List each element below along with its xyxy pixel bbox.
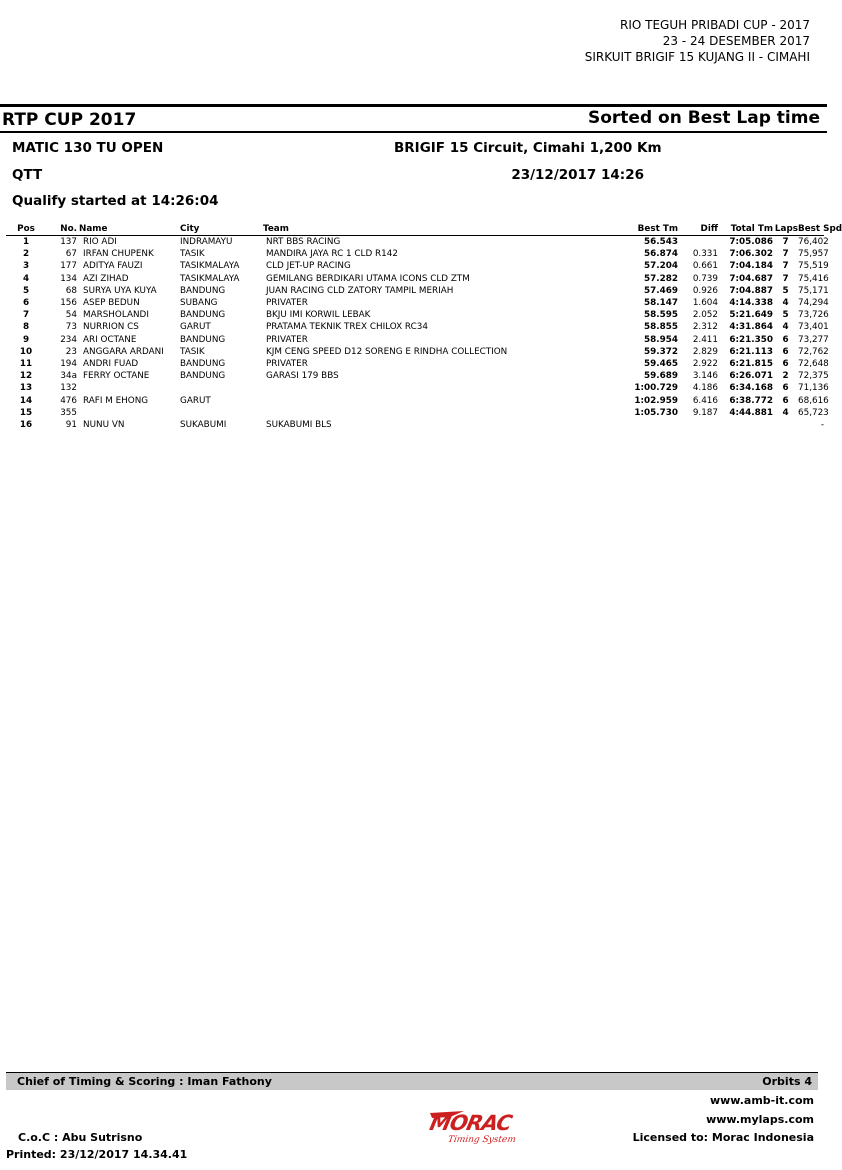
diff-cell: 6.416 [692,395,718,406]
diff-cell: 2.922 [692,359,718,370]
no-cell: 73 [65,322,77,333]
name-cell: FERRY OCTANE [83,371,150,382]
no-cell: 177 [60,261,77,272]
team-cell: GEMILANG BERDIKARI UTAMA ICONS CLD ZTM [266,273,470,284]
event-header [585,17,810,65]
mylaps-link[interactable]: www.mylaps.com [706,1113,814,1126]
col-laps: Laps [774,224,798,234]
table-row [6,370,824,382]
pos-cell: 2 [22,249,30,260]
col-name: Name [79,224,108,234]
diff-cell: 0.661 [692,261,718,272]
diff-cell: 2.411 [692,334,718,345]
table-row [6,346,824,358]
best-time-cell: 59.372 [644,346,678,357]
results-body [6,236,829,432]
name-cell: ARI OCTANE [83,334,137,345]
city-cell [180,382,263,394]
no-cell: 156 [60,298,77,309]
diff-cell: 9.187 [692,407,718,418]
no-cell: 34a [60,371,77,382]
best-speed-cell: 76,402 [798,237,829,247]
pos-cell: 16 [19,420,33,431]
name-cell [77,382,180,394]
col-diff: Diff [700,224,718,234]
laps-cell: 5 [782,310,789,321]
city-cell: GARUT [180,322,211,333]
best-speed-cell: 72,648 [798,359,829,370]
team-cell: PRIVATER [266,298,308,309]
best-time-cell: 56.543 [644,237,678,247]
name-cell: NURRION CS [83,322,139,333]
footer-bar [6,1072,818,1090]
no-cell: 476 [60,395,77,406]
diff-cell: 0.926 [692,285,718,296]
pos-cell: 14 [19,395,33,406]
pos-cell: 9 [22,334,30,345]
table-row [6,248,824,260]
laps-cell: 7 [782,273,789,284]
no-cell: 194 [60,359,77,370]
best-speed-cell: 73,277 [798,334,829,345]
city-cell: SUKABUMI [180,420,227,431]
col-best-time: Best Tm [637,224,678,234]
laps-cell: 4 [782,322,789,333]
licensed-to: Licensed to: Morac Indonesia [632,1131,814,1144]
name-cell: MARSHOLANDI [83,310,149,321]
pos-cell: 5 [22,285,30,296]
team-cell: PRIVATER [266,334,308,345]
morac-logo [424,1105,548,1147]
best-time-cell: 58.855 [644,322,678,333]
total-time-cell: 6:38.772 [729,395,773,406]
no-cell: 132 [60,383,77,394]
qualify-start: Qualify started at 14:26:04 [12,193,219,209]
sort-label: Sorted on Best Lap time [588,108,820,128]
table-row [6,297,824,309]
diff-cell [678,236,718,249]
pos-cell: 11 [19,359,33,370]
team-cell: JUAN RACING CLD ZATORY TAMPIL MERIAH [266,285,454,296]
total-time-cell: 7:06.302 [729,249,773,260]
clerk-of-course: C.o.C : Abu Sutrisno [18,1131,143,1144]
best-time-cell: 58.595 [644,310,678,321]
city-cell: BANDUNG [180,334,226,345]
best-speed-cell: 73,726 [798,310,829,321]
title-rule [0,131,827,133]
col-city: City [180,224,200,234]
event-venue: SIRKUIT BRIGIF 15 KUJANG II - CIMAHI [584,50,810,64]
orbits-version: Orbits 4 [762,1075,812,1088]
best-speed-cell: 74,294 [798,298,829,309]
name-cell: NUNU VN [83,420,125,431]
no-cell: 355 [60,407,77,418]
amb-link[interactable]: www.amb-it.com [709,1094,814,1107]
pos-cell: 1 [22,237,30,247]
no-cell: 134 [60,273,77,284]
name-cell: IRFAN CHUPENK [83,249,154,260]
no-cell: 23 [65,346,77,357]
total-time-cell: 5:21.649 [729,310,773,321]
table-row [6,273,824,285]
total-time-cell: 7:04.887 [729,285,773,296]
team-cell [263,395,593,407]
table-row [6,334,824,346]
city-cell: BANDUNG [180,359,226,370]
team-cell: MANDIRA JAYA RC 1 CLD R142 [266,249,398,260]
diff-cell: 2.052 [692,310,718,321]
best-speed-cell: 71,136 [798,383,829,394]
best-speed-cell: 68,616 [798,395,829,406]
pos-cell: 3 [22,261,30,272]
best-speed-cell: 73,401 [798,322,829,333]
cup-title: RTP CUP 2017 [2,110,137,130]
city-cell: SUBANG [180,298,218,309]
pos-cell: 10 [19,346,33,357]
name-cell: RAFI M EHONG [83,395,149,406]
city-cell: INDRAMAYU [180,237,233,247]
laps-cell: 7 [782,249,789,260]
team-cell: SUKABUMI BLS [266,420,332,431]
team-cell: PRIVATER [266,359,308,370]
best-time-cell: 1:00.729 [634,383,678,394]
table-row [6,236,824,249]
total-time-cell: 6:21.815 [729,359,773,370]
table-row [6,285,824,297]
diff-cell [678,419,718,431]
city-cell: TASIK [180,346,205,357]
no-cell: 54 [65,310,77,321]
pos-cell: 12 [19,371,33,382]
chief-of-timing: Chief of Timing & Scoring : Iman Fathony [17,1075,272,1088]
session-name: QTT [12,167,43,183]
no-cell: 234 [60,334,77,345]
table-row [6,321,824,333]
best-time-cell: 1:05.730 [634,407,678,418]
table-row [6,382,824,394]
name-cell: ASEP BEDUN [83,298,140,309]
team-cell: NRT BBS RACING [266,237,341,247]
city-cell: TASIKMALAYA [180,261,240,272]
pos-cell: 7 [22,310,30,321]
name-cell: RIO ADI [83,237,117,247]
best-time-cell: 59.465 [644,359,678,370]
pos-cell: 15 [19,407,33,418]
table-row [6,358,824,370]
best-speed-cell: 75,416 [798,273,829,284]
best-time-cell: 57.204 [644,261,678,272]
pos-cell: 4 [22,273,30,284]
team-cell: KJM CENG SPEED D12 SORENG E RINDHA COLLECTION [266,346,508,357]
laps-cell: 5 [782,285,789,296]
table-row [6,395,824,407]
diff-cell: 0.331 [692,249,718,260]
laps-cell: 6 [782,359,789,370]
table-row [6,407,824,419]
laps-cell: 4 [782,407,789,418]
diff-cell: 0.739 [692,273,718,284]
diff-cell: 4.186 [692,383,718,394]
diff-cell: 3.146 [692,371,718,382]
name-cell [77,407,180,419]
printed-timestamp: Printed: 23/12/2017 14.34.41 [6,1148,188,1161]
top-rule [0,104,827,107]
total-time-cell: 4:14.338 [729,298,773,309]
col-best-speed: Best Spd [798,224,842,234]
col-team: Team [263,224,289,234]
best-time-cell: 59.689 [644,371,678,382]
table-row [6,419,824,431]
table-row [6,309,824,321]
no-cell: 91 [65,420,77,431]
name-cell: ANGGARA ARDANI [83,346,164,357]
best-speed-cell: 75,519 [798,261,829,272]
total-time-cell: 6:34.168 [729,383,773,394]
total-time-cell [718,419,773,431]
laps-cell: 6 [782,395,789,406]
total-time-cell: 4:44.881 [729,407,773,418]
laps-cell: 6 [782,334,789,345]
pos-cell: 13 [19,383,33,394]
best-time-cell: 58.147 [644,298,678,309]
best-speed-cell: 75,171 [798,285,829,296]
city-cell: GARUT [180,395,211,406]
team-cell [263,407,593,419]
total-time-cell: 7:04.687 [729,273,773,284]
col-total-time: Total Tm [730,224,773,234]
laps-cell: 6 [782,383,789,394]
header-row [6,223,824,236]
laps-cell: 4 [782,298,789,309]
team-cell: BKJU IMI KORWIL LEBAK [266,310,371,321]
no-cell: 67 [65,249,77,260]
team-cell: PRATAMA TEKNIK TREX CHILOX RC34 [266,322,428,333]
best-time-cell [593,419,678,431]
city-cell: TASIKMALAYA [180,273,240,284]
best-speed-cell: - [820,420,824,431]
laps-cell: 6 [782,346,789,357]
table-row [6,260,824,272]
team-cell: GARASI 179 BBS [266,371,339,382]
svg-text:Timing System: Timing System [446,1135,517,1145]
best-time-cell: 57.282 [644,273,678,284]
class-name: MATIC 130 TU OPEN [12,140,164,156]
laps-cell: 2 [782,371,789,382]
laps-cell: 7 [782,261,789,272]
no-cell: 68 [65,285,77,296]
name-cell: ADITYA FAUZI [83,261,143,272]
no-cell: 137 [60,237,77,247]
name-cell: SURYA UYA KUYA [83,285,157,296]
best-speed-cell: 72,375 [798,371,829,382]
total-time-cell: 6:21.350 [729,334,773,345]
best-time-cell: 1:02.959 [634,395,678,406]
total-time-cell: 7:05.086 [729,237,773,247]
team-cell: CLD JET-UP RACING [266,261,351,272]
morac-logo-graphic [424,1105,548,1147]
diff-cell: 2.829 [692,346,718,357]
circuit-name: BRIGIF 15 Circuit, Cimahi 1,200 Km [394,140,662,156]
city-cell: TASIK [180,249,205,260]
pos-cell: 6 [22,298,30,309]
col-no: No. [60,224,77,234]
total-time-cell: 6:21.113 [729,346,773,357]
laps-cell [773,419,798,431]
city-cell: BANDUNG [180,371,226,382]
name-cell: AZI ZIHAD [83,273,129,284]
best-time-cell: 56.874 [644,249,678,260]
city-cell: BANDUNG [180,310,226,321]
total-time-cell: 6:26.071 [729,371,773,382]
event-dates: 23 - 24 DESEMBER 2017 [662,34,810,48]
laps-cell: 7 [782,237,789,247]
name-cell: ANDRI FUAD [83,359,139,370]
results-table [6,223,842,431]
city-cell [180,407,263,419]
col-pos: Pos [17,224,35,234]
pos-cell: 8 [22,322,30,333]
diff-cell: 2.312 [692,322,718,333]
best-time-cell: 57.469 [644,285,678,296]
svg-text:MORAC: MORAC [427,1111,514,1136]
best-speed-cell: 72,762 [798,346,829,357]
total-time-cell: 7:04.184 [729,261,773,272]
city-cell: BANDUNG [180,285,226,296]
total-time-cell: 4:31.864 [729,322,773,333]
best-time-cell: 58.954 [644,334,678,345]
best-speed-cell: 75,957 [798,249,829,260]
diff-cell: 1.604 [692,298,718,309]
best-speed-cell: 65,723 [798,407,829,418]
team-cell [263,382,593,394]
session-datetime: 23/12/2017 14:26 [511,167,644,183]
event-title: RIO TEGUH PRIBADI CUP - 2017 [619,18,810,32]
